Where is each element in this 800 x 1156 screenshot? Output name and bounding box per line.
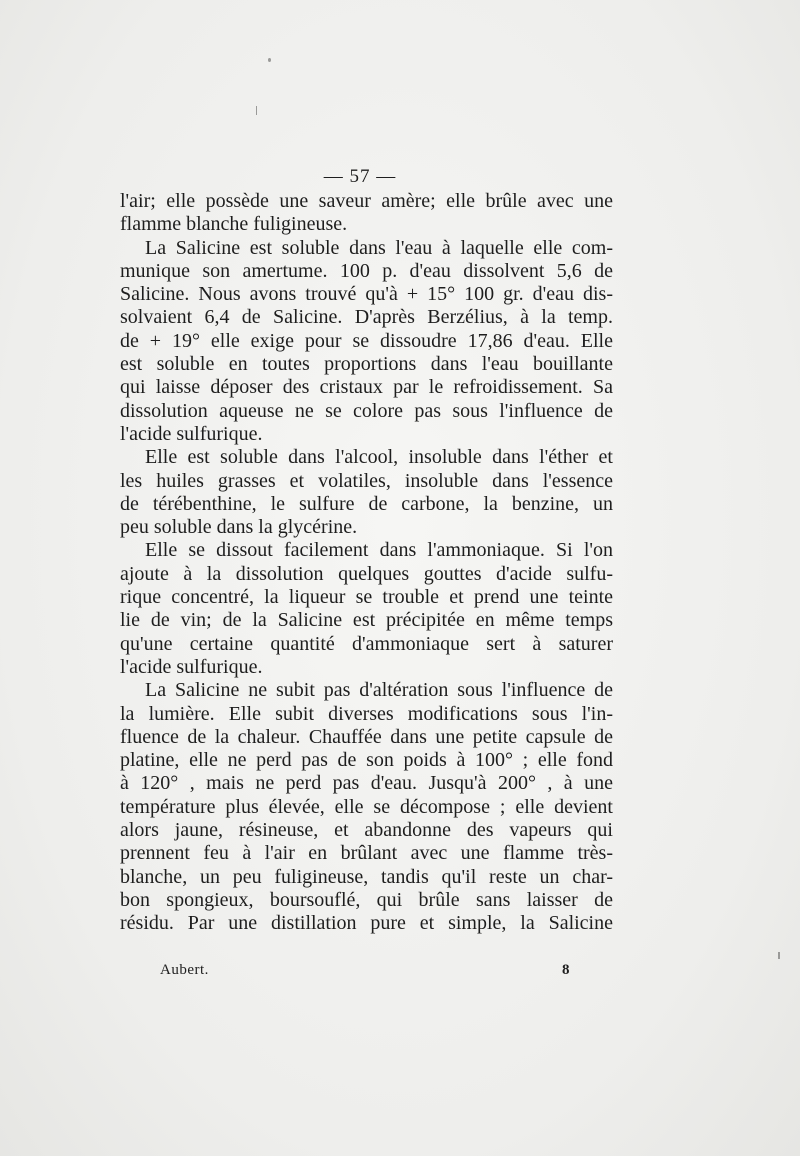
text-line: prennent feu à l'air en brûlant avec une flamme très-: [120, 842, 613, 865]
text-line: les huiles grasses et volatiles, insoluble dans l'essence: [120, 469, 613, 492]
text-line: la lumière. Elle subit diverses modifications sous l'in-: [120, 702, 613, 725]
text-line: de + 19° elle exige pour se dissoudre 17,86 d'eau. Elle: [120, 329, 613, 352]
text-line: température plus élevée, elle se décompose ; elle devient: [120, 795, 613, 818]
text-line: qu'une certaine quantité d'ammoniaque sert à saturer: [120, 632, 613, 655]
text-line: ajoute à la dissolution quelques gouttes d'acide sulfu-: [120, 562, 613, 585]
text-line: bon spongieux, boursouflé, qui brûle sans laisser de: [120, 888, 613, 911]
text-line: peu soluble dans la glycérine.: [120, 516, 358, 539]
text-line: flamme blanche fuligineuse.: [120, 213, 348, 236]
text-line: à 120° , mais ne perd pas d'eau. Jusqu'à 200° , à une: [120, 772, 613, 795]
text-line: rique concentré, la liqueur se trouble et prend une teinte: [120, 586, 613, 609]
text-line: La Salicine ne subit pas d'altération sous l'influence de: [145, 679, 613, 702]
body-text: [120, 190, 613, 936]
text-line: La Salicine est soluble dans l'eau à laquelle elle com-: [145, 236, 613, 259]
text-line: est soluble en toutes proportions dans l'eau bouillante: [120, 353, 613, 376]
text-line: de térébenthine, le sulfure de carbone, la benzine, un: [120, 492, 613, 515]
signature-mark: 8: [562, 962, 570, 978]
text-line: Elle se dissout facilement dans l'ammoniaque. Si l'on: [145, 539, 613, 562]
text-line: alors jaune, résineuse, et abandonne des vapeurs qui: [120, 819, 613, 842]
text-line: Salicine. Nous avons trouvé qu'à + 15° 100 gr. d'eau dis-: [120, 283, 613, 306]
text-line: lie de vin; de la Salicine est précipitée en même temps: [120, 609, 613, 632]
text-line: dissolution aqueuse ne se colore pas sous l'influence de: [120, 399, 613, 422]
text-line: l'acide sulfurique.: [120, 422, 263, 445]
page-number: — 57 —: [323, 166, 397, 187]
text-line: platine, elle ne perd pas de son poids à 100° ; elle fond: [120, 749, 613, 772]
text-line: qui laisse déposer des cristaux par le refroidissement. Sa: [120, 376, 613, 399]
text-line: l'air; elle possède une saveur amère; elle brûle avec une: [120, 190, 613, 212]
text-line: résidu. Par une distillation pure et simple, la Salicine: [120, 912, 613, 935]
paper-speck: [778, 952, 780, 959]
text-line: fluence de la chaleur. Chauffée dans une petite capsule de: [120, 725, 613, 748]
text-line: Elle est soluble dans l'alcool, insoluble dans l'éther et: [145, 446, 613, 469]
text-line: munique son amertume. 100 p. d'eau dissolvent 5,6 de: [120, 259, 613, 282]
text-line: solvaient 6,4 de Salicine. D'après Berzélius, à la temp.: [120, 306, 613, 329]
text-line: l'acide sulfurique.: [120, 655, 263, 678]
paper-speck: [268, 58, 271, 62]
footer-author: Aubert.: [160, 962, 209, 978]
paper-speck: [256, 106, 257, 115]
text-line: blanche, un peu fuligineuse, tandis qu'il reste un char-: [120, 865, 613, 888]
